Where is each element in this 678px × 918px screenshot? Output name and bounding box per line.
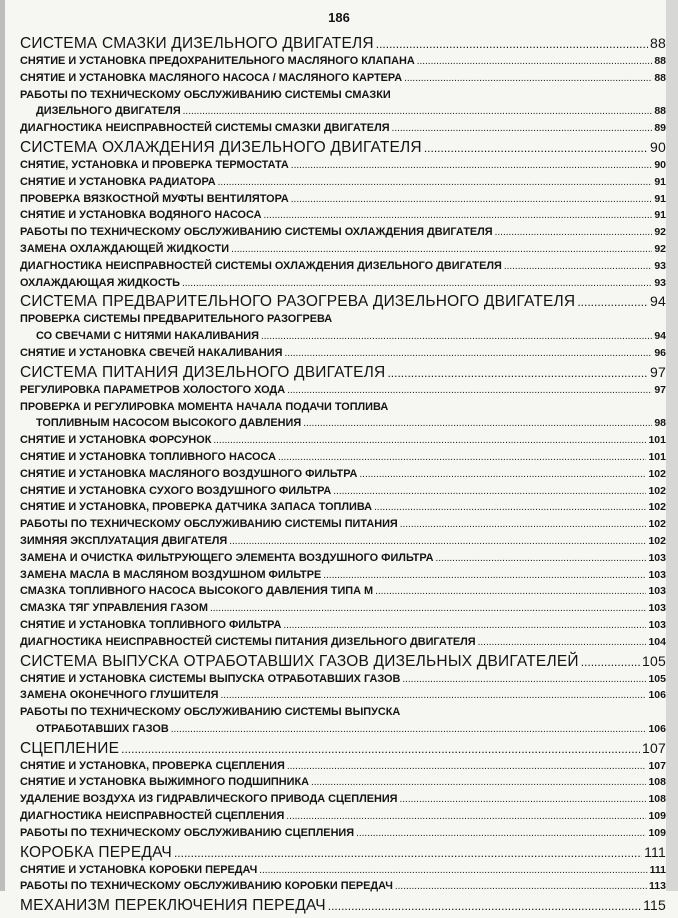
dot-leader — [218, 178, 653, 188]
toc-section-entry — [20, 365, 666, 385]
dot-leader — [374, 503, 646, 513]
toc-section-entry — [20, 845, 666, 865]
dot-leader — [504, 262, 653, 272]
toc-subsection-entry — [20, 865, 666, 882]
toc-entry-page: 105 — [648, 672, 666, 685]
dot-leader — [263, 211, 652, 221]
toc-entry-page: 92 — [654, 242, 666, 255]
toc-subsection-entry — [20, 586, 666, 603]
toc-subsection-entry — [20, 881, 666, 898]
toc-entry-title: СНЯТИЕ И УСТАНОВКА, ПРОВЕРКА ДАТЧИКА ЗАПАСА ТОПЛИВА — [20, 501, 373, 514]
toc-entry-title: ДИАГНОСТИКА НЕИСПРАВНОСТЕЙ СИСТЕМЫ СМАЗКИ ДВИГАТЕЛЯ — [20, 122, 390, 135]
toc-subsection-entry — [20, 536, 666, 553]
dot-leader — [174, 847, 642, 859]
toc-entry-title: ДИАГНОСТИКА НЕИСПРАВНОСТЕЙ СЦЕПЛЕНИЯ — [20, 810, 285, 823]
toc-entry-page: 93 — [654, 276, 666, 289]
table-of-contents — [20, 36, 666, 918]
toc-entry-page: 97 — [650, 363, 666, 380]
toc-entry-title: КОРОБКА ПЕРЕДАЧ — [20, 843, 172, 861]
toc-entry-title-continuation: ОТРАБОТАВШИХ ГАЗОВ — [36, 722, 169, 735]
toc-entry-title: СЦЕПЛЕНИЕ — [20, 739, 120, 757]
toc-entry-title: СНЯТИЕ И УСТАНОВКА СВЕЧЕЙ НАКАЛИВАНИЯ — [20, 346, 283, 359]
toc-entry-page: 88 — [654, 105, 666, 118]
dot-leader — [436, 554, 647, 564]
toc-entry-title: СНЯТИЕ И УСТАНОВКА МАСЛЯНОГО НАСОСА / МАСЛЯНОГО КАРТЕРА — [20, 71, 403, 84]
toc-entry-title: СМАЗКА ТОПЛИВНОГО НАСОСА ВЫСОКОГО ДАВЛЕНИЯ ТИПА М — [20, 585, 374, 598]
dot-leader — [183, 107, 653, 117]
toc-entry-page: 102 — [648, 467, 666, 480]
toc-subsection-entry — [20, 828, 666, 845]
toc-subsection-entry — [20, 244, 666, 261]
dot-leader — [581, 656, 640, 668]
toc-entry-page: 105 — [642, 652, 666, 669]
toc-entry-title: ДИАГНОСТИКА НЕИСПРАВНОСТЕЙ СИСТЕМЫ ПИТАНИЯ ДИЗЕЛЬНОГО ДВИГАТЕЛЯ — [20, 635, 476, 648]
dot-leader — [284, 349, 652, 359]
toc-subsection-entry — [20, 123, 666, 140]
toc-entry-page: 106 — [648, 689, 666, 702]
toc-entry-title: ЗИМНЯЯ ЭКСПЛУАТАЦИЯ ДВИГАТЕЛЯ — [20, 534, 228, 547]
toc-entry-title: СНЯТИЕ И УСТАНОВКА РАДИАТОРА — [20, 175, 216, 188]
toc-entry-page: 109 — [648, 810, 666, 823]
dot-leader — [392, 124, 653, 134]
toc-entry-page: 103 — [648, 568, 666, 581]
dot-leader — [359, 470, 646, 480]
toc-subsection-entry — [20, 486, 666, 503]
toc-entry-page: 103 — [648, 602, 666, 615]
toc-subsection-entry — [20, 620, 666, 637]
dot-leader — [231, 245, 652, 255]
toc-entry-page: 97 — [654, 383, 666, 396]
toc-entry-title: ЗАМЕНА И ОЧИСТКА ФИЛЬТРУЮЩЕГО ЭЛЕМЕНТА ВОЗДУШНОГО ФИЛЬТРА — [20, 551, 434, 564]
dot-leader — [229, 537, 646, 547]
dot-leader — [376, 38, 648, 50]
toc-subsection-entry — [20, 452, 666, 469]
toc-entry-page: 104 — [648, 635, 666, 648]
toc-subsection-entry — [20, 177, 666, 194]
toc-entry-title: СИСТЕМА ПИТАНИЯ ДИЗЕЛЬНОГО ДВИГАТЕЛЯ — [20, 363, 386, 381]
dot-leader — [323, 571, 646, 581]
toc-entry-title: СНЯТИЕ И УСТАНОВКА МАСЛЯНОГО ВОЗДУШНОГО ФИЛЬТРА — [20, 467, 358, 480]
dot-leader — [278, 453, 646, 463]
toc-entry-title-continuation: СО СВЕЧАМИ С НИТЯМИ НАКАЛИВАНИЯ — [36, 330, 259, 343]
toc-entry-page: 88 — [650, 35, 666, 51]
toc-entry-page: 103 — [648, 618, 666, 631]
toc-subsection-entry — [20, 674, 666, 691]
dot-leader — [478, 638, 647, 648]
toc-entry-title-continuation: ДИЗЕЛЬНОГО ДВИГАТЕЛЯ — [36, 105, 181, 118]
dot-leader — [328, 900, 641, 912]
toc-subsection-entry — [20, 227, 666, 244]
dot-leader — [402, 675, 646, 685]
dot-leader — [210, 604, 647, 614]
dot-leader — [283, 621, 646, 631]
toc-entry-page: 91 — [654, 209, 666, 222]
toc-entry-title: ПРОВЕРКА ВЯЗКОСТНОЙ МУФТЫ ВЕНТИЛЯТОРА — [20, 192, 289, 205]
toc-entry-page: 94 — [654, 330, 666, 343]
toc-entry-page: 93 — [654, 259, 666, 272]
toc-subsection-entry — [20, 811, 666, 828]
toc-subsection-entry — [20, 637, 666, 654]
toc-section-entry — [20, 741, 666, 761]
dot-leader — [417, 57, 653, 67]
toc-subsection-entry — [20, 402, 666, 436]
toc-subsection-entry — [20, 435, 666, 452]
toc-entry-page: 103 — [648, 585, 666, 598]
toc-entry-page: 109 — [648, 826, 666, 839]
toc-entry-title: ПРОВЕРКА И РЕГУЛИРОВКА МОМЕНТА НАЧАЛА ПОДАЧИ ТОПЛИВА — [20, 400, 389, 413]
toc-section-entry — [20, 140, 666, 160]
dot-leader — [286, 812, 646, 822]
toc-entry-page: 94 — [650, 293, 666, 310]
toc-entry-title-continuation: ТОПЛИВНЫМ НАСОСОМ ВЫСОКОГО ДАВЛЕНИЯ — [36, 417, 302, 430]
toc-entry-title: СИСТЕМА СМАЗКИ ДИЗЕЛЬНОГО ДВИГАТЕЛЯ — [20, 35, 374, 52]
toc-entry-page: 102 — [648, 501, 666, 514]
toc-entry-page: 101 — [648, 434, 666, 447]
toc-entry-page: 106 — [648, 722, 666, 735]
toc-subsection-entry — [20, 603, 666, 620]
page-number: 186 — [328, 10, 350, 25]
dot-leader — [287, 762, 647, 772]
toc-subsection-entry — [20, 210, 666, 227]
toc-entry-page: 113 — [649, 880, 666, 893]
toc-entry-title: РАБОТЫ ПО ТЕХНИЧЕСКОМУ ОБСЛУЖИВАНИЮ СИСТЕМЫ ОХЛАЖДЕНИЯ ДВИГАТЕЛЯ — [20, 226, 493, 239]
toc-subsection-entry — [20, 519, 666, 536]
toc-section-entry — [20, 654, 666, 674]
toc-entry-page: 96 — [654, 346, 666, 359]
toc-subsection-entry — [20, 56, 666, 73]
toc-entry-page: 89 — [654, 122, 666, 135]
toc-entry-page: 90 — [650, 138, 666, 155]
toc-entry-page: 115 — [643, 897, 666, 914]
toc-subsection-entry — [20, 73, 666, 90]
dot-leader — [400, 520, 647, 530]
scan-edge-left — [0, 0, 5, 891]
toc-entry-page: 101 — [648, 450, 666, 463]
dot-leader — [221, 691, 647, 701]
toc-subsection-entry — [20, 90, 666, 124]
toc-subsection-entry — [20, 794, 666, 811]
toc-entry-page: 88 — [654, 71, 666, 84]
toc-entry-page: 107 — [642, 739, 666, 756]
toc-subsection-entry — [20, 261, 666, 278]
toc-entry-title: СНЯТИЕ И УСТАНОВКА ФОРСУНОК — [20, 434, 212, 447]
dot-leader — [424, 142, 648, 154]
toc-subsection-entry — [20, 570, 666, 587]
toc-entry-title: СМАЗКА ТЯГ УПРАВЛЕНИЯ ГАЗОМ — [20, 602, 208, 615]
dot-leader — [333, 487, 646, 497]
toc-subsection-entry — [20, 314, 666, 348]
toc-entry-title: СНЯТИЕ И УСТАНОВКА ВЫЖИМНОГО ПОДШИПНИКА — [20, 776, 309, 789]
toc-entry-page: 88 — [654, 55, 666, 67]
toc-entry-page: 108 — [648, 776, 666, 789]
toc-entry-page: 103 — [648, 551, 666, 564]
dot-leader — [182, 279, 652, 289]
toc-entry-page: 98 — [654, 417, 666, 430]
toc-entry-title: СИСТЕМА ВЫПУСКА ОТРАБОТАВШИХ ГАЗОВ ДИЗЕЛЬНЫХ ДВИГАТЕЛЕЙ — [20, 652, 579, 670]
toc-entry-title: РАБОТЫ ПО ТЕХНИЧЕСКОМУ ОБСЛУЖИВАНИЮ СИСТЕМЫ ВЫПУСКА — [20, 706, 401, 719]
toc-entry-title: СНЯТИЕ И УСТАНОВКА ТОПЛИВНОГО ФИЛЬТРА — [20, 618, 282, 631]
toc-entry-title: ЗАМЕНА ОКОНЕЧНОГО ГЛУШИТЕЛЯ — [20, 689, 219, 702]
toc-entry-page: 91 — [654, 175, 666, 188]
dot-leader — [356, 829, 646, 839]
dot-leader — [311, 778, 647, 788]
toc-entry-page: 91 — [654, 192, 666, 205]
toc-subsection-entry — [20, 385, 666, 402]
toc-subsection-entry — [20, 348, 666, 365]
toc-entry-title: УДАЛЕНИЕ ВОЗДУХА ИЗ ГИДРАВЛИЧЕСКОГО ПРИВОДА СЦЕПЛЕНИЯ — [20, 793, 398, 806]
dot-leader — [287, 386, 652, 396]
toc-subsection-entry — [20, 707, 666, 741]
toc-entry-page: 102 — [648, 534, 666, 547]
toc-entry-title: СИСТЕМА ПРЕДВАРИТЕЛЬНОГО РАЗОГРЕВА ДИЗЕЛЬНОГО ДВИГАТЕЛЯ — [20, 293, 576, 311]
dot-leader — [303, 419, 652, 429]
toc-entry-title: МЕХАНИЗМ ПЕРЕКЛЮЧЕНИЯ ПЕРЕДАЧ — [20, 897, 326, 915]
toc-entry-title: СИСТЕМА ОХЛАЖДЕНИЯ ДИЗЕЛЬНОГО ДВИГАТЕЛЯ — [20, 138, 422, 156]
toc-subsection-entry — [20, 160, 666, 177]
toc-entry-page: 108 — [648, 793, 666, 806]
toc-entry-page: 102 — [648, 518, 666, 531]
toc-entry-title: ЗАМЕНА МАСЛА В МАСЛЯНОМ ВОЗДУШНОМ ФИЛЬТРЕ — [20, 568, 322, 581]
dot-leader — [171, 725, 647, 735]
toc-subsection-entry — [20, 777, 666, 794]
toc-entry-title: СНЯТИЕ, УСТАНОВКА И ПРОВЕРКА ТЕРМОСТАТА — [20, 158, 289, 171]
toc-entry-title: РАБОТЫ ПО ТЕХНИЧЕСКОМУ ОБСЛУЖИВАНИЮ СЦЕПЛЕНИЯ — [20, 826, 355, 839]
toc-entry-page: 90 — [654, 158, 666, 171]
dot-leader — [400, 795, 647, 805]
toc-entry-title: СНЯТИЕ И УСТАНОВКА СУХОГО ВОЗДУШНОГО ФИЛЬТРА — [20, 484, 332, 497]
toc-entry-title: СНЯТИЕ И УСТАНОВКА ТОПЛИВНОГО НАСОСА — [20, 450, 276, 463]
toc-entry-title: ЗАМЕНА ОХЛАЖДАЮЩЕЙ ЖИДКОСТИ — [20, 242, 230, 255]
dot-leader — [387, 367, 648, 379]
toc-entry-title: ДИАГНОСТИКА НЕИСПРАВНОСТЕЙ СИСТЕМЫ ОХЛАЖДЕНИЯ ДИЗЕЛЬНОГО ДВИГАТЕЛЯ — [20, 259, 502, 272]
dot-leader — [375, 587, 646, 597]
toc-subsection-entry — [20, 502, 666, 519]
toc-entry-title: СНЯТИЕ И УСТАНОВКА ПРЕДОХРАНИТЕЛЬНОГО МАСЛЯНОГО КЛАПАНА — [20, 55, 415, 67]
dot-leader — [291, 161, 653, 171]
toc-entry-title: ПРОВЕРКА СИСТЕМЫ ПРЕДВАРИТЕЛЬНОГО РАЗОГРЕВА — [20, 313, 333, 326]
toc-entry-title: СНЯТИЕ И УСТАНОВКА СИСТЕМЫ ВЫПУСКА ОТРАБОТАВШИХ ГАЗОВ — [20, 672, 401, 685]
toc-subsection-entry — [20, 690, 666, 707]
toc-section-entry — [20, 36, 666, 56]
toc-subsection-entry — [20, 553, 666, 570]
dot-leader — [404, 74, 652, 84]
toc-section-entry — [20, 294, 666, 314]
toc-entry-title: РАБОТЫ ПО ТЕХНИЧЕСКОМУ ОБСЛУЖИВАНИЮ СИСТЕМЫ СМАЗКИ — [20, 88, 391, 101]
toc-entry-title: РЕГУЛИРОВКА ПАРАМЕТРОВ ХОЛОСТОГО ХОДА — [20, 383, 286, 396]
toc-entry-title: СНЯТИЕ И УСТАНОВКА, ПРОВЕРКА СЦЕПЛЕНИЯ — [20, 759, 285, 772]
toc-entry-title: СНЯТИЕ И УСТАНОВКА КОРОБКИ ПЕРЕДАЧ — [20, 863, 258, 876]
toc-entry-title: РАБОТЫ ПО ТЕХНИЧЕСКОМУ ОБСЛУЖИВАНИЮ КОРОБКИ ПЕРЕДАЧ — [20, 880, 393, 893]
dot-leader — [495, 228, 653, 238]
toc-subsection-entry — [20, 469, 666, 486]
dot-leader — [577, 296, 648, 308]
toc-entry-title: СНЯТИЕ И УСТАНОВКА ВОДЯНОГО НАСОСА — [20, 209, 262, 222]
dot-leader — [261, 332, 652, 342]
dot-leader — [259, 866, 647, 876]
toc-subsection-entry — [20, 761, 666, 778]
toc-entry-page: 111 — [644, 843, 666, 860]
toc-entry-page: 107 — [648, 759, 666, 772]
toc-entry-page: 102 — [648, 484, 666, 497]
dot-leader — [121, 743, 640, 755]
toc-entry-page: 111 — [649, 863, 666, 876]
toc-section-entry — [20, 898, 666, 918]
dot-leader — [213, 436, 646, 446]
toc-subsection-entry — [20, 278, 666, 295]
toc-entry-title: РАБОТЫ ПО ТЕХНИЧЕСКОМУ ОБСЛУЖИВАНИЮ СИСТЕМЫ ПИТАНИЯ — [20, 518, 398, 531]
toc-entry-title: ОХЛАЖДАЮЩАЯ ЖИДКОСТЬ — [20, 276, 180, 289]
scan-edge-right — [666, 0, 678, 891]
toc-subsection-entry — [20, 194, 666, 211]
toc-entry-page: 92 — [654, 226, 666, 239]
dot-leader — [291, 195, 653, 205]
